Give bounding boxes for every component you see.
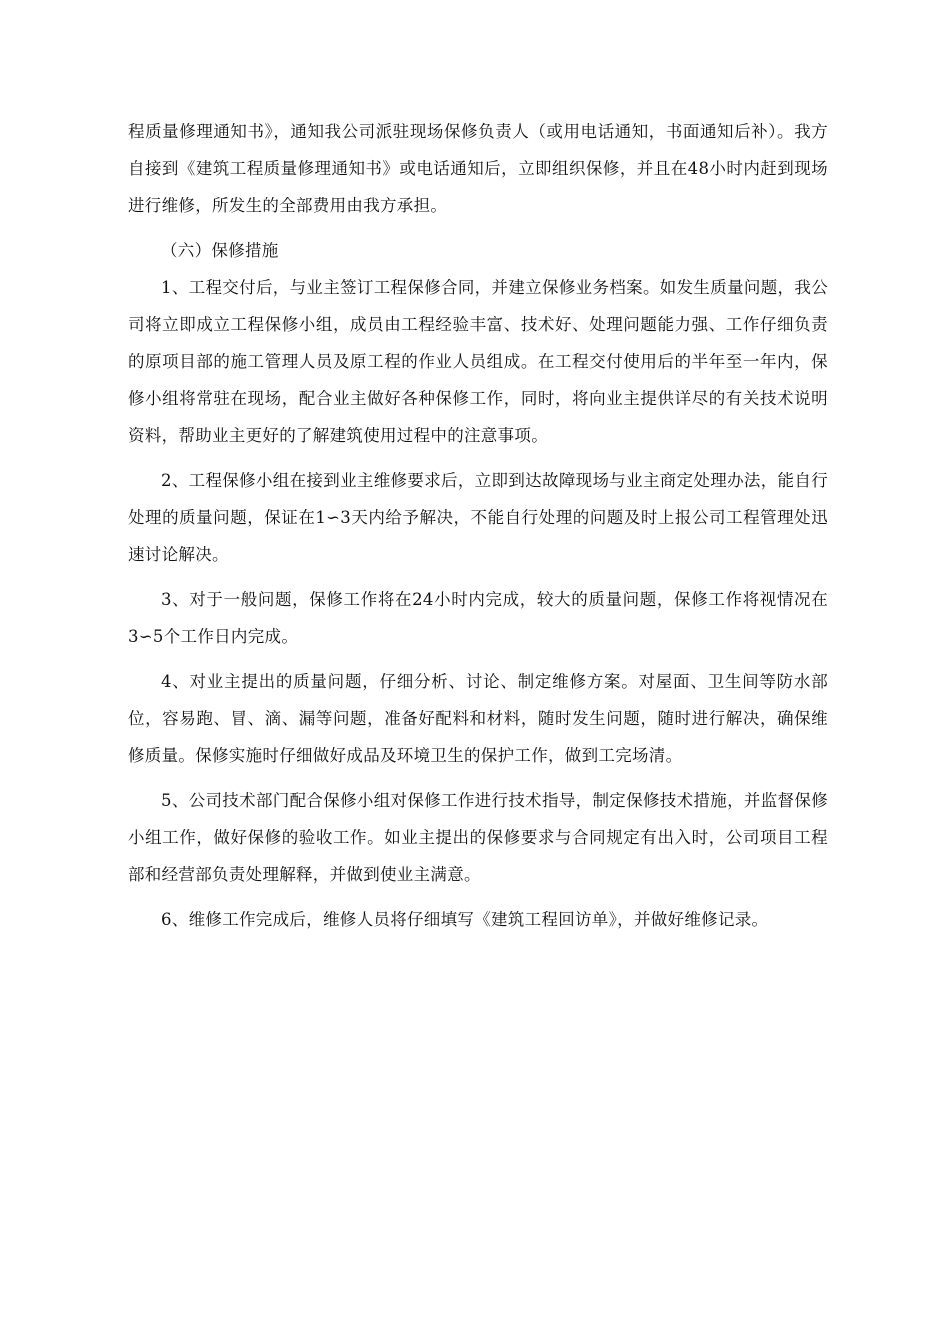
measure-item-1: 1、工程交付后，与业主签订工程保修合同，并建立保修业务档案。如发生质量问题，我公司将立即成立工程保修小组，成员由工程经验丰富、技术好、处理问题能力强、工作仔细负责的原项目部的施工管理人员及原工程的作业人员组成。在工程交付使用后的半年至一年内，保修小组将常驻在现场，配合业主做好各种保修工作，同时，将向业主提供详尽的有关技术说明资料，帮助业主更好的了解建筑使用过程中的注意事项。	[128, 278, 828, 445]
intro-paragraph: 程质量修理通知书》，通知我公司派驻现场保修负责人（或用电话通知，书面通知后补）。我方自接到《建筑工程质量修理通知书》或电话通知后，立即组织保修，并且在48小时内赶到现场进行维修，所发生的全部费用由我方承担。	[128, 122, 828, 215]
section-heading: （六）保修措施	[161, 241, 279, 260]
measure-item-2: 2、工程保修小组在接到业主维修要求后，立即到达故障现场与业主商定处理办法，能自行处理的质量问题，保证在1∽3天内给予解决，不能自行处理的问题及时上报公司工程管理处迅速讨论解决。	[128, 471, 828, 564]
measure-item-4: 4、对业主提出的质量问题，仔细分析、讨论、制定维修方案。对屋面、卫生间等防水部位，容易跑、冒、滴、漏等问题，准备好配料和材料，随时发生问题，随时进行解决，确保维修质量。保修实施时仔细做好成品及环境卫生的保护工作，做到工完场清。	[128, 672, 828, 765]
measure-item-6: 6、维修工作完成后，维修人员将仔细填写《建筑工程回访单》，并做好维修记录。	[161, 910, 769, 929]
measure-item-3: 3、对于一般问题，保修工作将在24小时内完成，较大的质量问题，保修工作将视情况在3∽5个工作日内完成。	[128, 590, 828, 646]
document-body	[128, 113, 828, 946]
measure-item-5: 5、公司技术部门配合保修小组对保修工作进行技术指导，制定保修技术措施，并监督保修小组工作，做好保修的验收工作。如业主提出的保修要求与合同规定有出入时，公司项目工程部和经营部负责处理解释，并做到使业主满意。	[128, 791, 828, 884]
